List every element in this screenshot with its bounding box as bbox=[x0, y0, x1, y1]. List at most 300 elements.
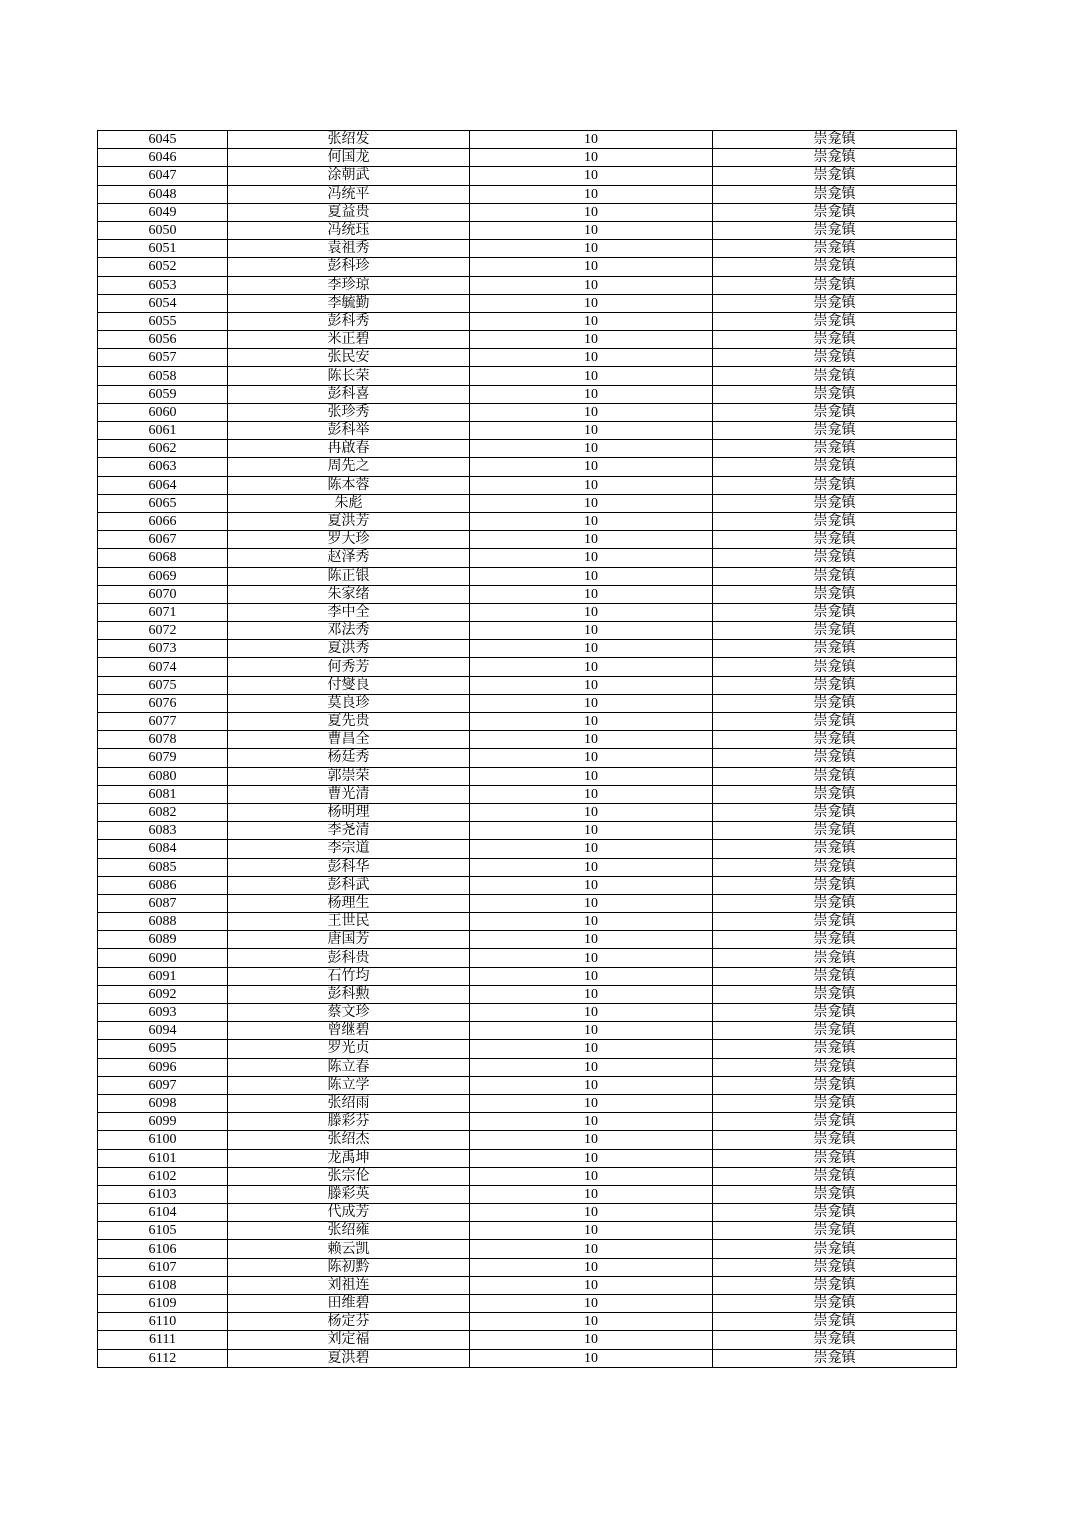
row-number-cell: 6103 bbox=[98, 1185, 228, 1203]
amount-cell: 10 bbox=[470, 1349, 713, 1367]
name-cell: 刘定福 bbox=[228, 1331, 470, 1349]
name-cell: 彭科珍 bbox=[228, 258, 470, 276]
town-cell: 崇龛镇 bbox=[713, 1149, 957, 1167]
amount-cell: 10 bbox=[470, 403, 713, 421]
name-cell: 陈长荣 bbox=[228, 367, 470, 385]
town-cell: 崇龛镇 bbox=[713, 1058, 957, 1076]
name-cell: 冉啟春 bbox=[228, 440, 470, 458]
row-number-cell: 6099 bbox=[98, 1113, 228, 1131]
amount-cell: 10 bbox=[470, 913, 713, 931]
row-number-cell: 6060 bbox=[98, 403, 228, 421]
amount-cell: 10 bbox=[470, 1222, 713, 1240]
row-number-cell: 6100 bbox=[98, 1131, 228, 1149]
name-cell: 夏益贵 bbox=[228, 203, 470, 221]
row-number-cell: 6048 bbox=[98, 185, 228, 203]
amount-cell: 10 bbox=[470, 221, 713, 239]
town-cell: 崇龛镇 bbox=[713, 1204, 957, 1222]
table-row bbox=[98, 458, 957, 476]
town-cell: 崇龛镇 bbox=[713, 803, 957, 821]
table-row bbox=[98, 1094, 957, 1112]
town-cell: 崇龛镇 bbox=[713, 676, 957, 694]
table-row bbox=[98, 312, 957, 330]
table-row bbox=[98, 1240, 957, 1258]
row-number-cell: 6076 bbox=[98, 694, 228, 712]
name-cell: 彭科喜 bbox=[228, 385, 470, 403]
amount-cell: 10 bbox=[470, 549, 713, 567]
amount-cell: 10 bbox=[470, 512, 713, 530]
name-cell: 陈初黔 bbox=[228, 1258, 470, 1276]
row-number-cell: 6101 bbox=[98, 1149, 228, 1167]
table-row bbox=[98, 658, 957, 676]
row-number-cell: 6075 bbox=[98, 676, 228, 694]
town-cell: 崇龛镇 bbox=[713, 240, 957, 258]
amount-cell: 10 bbox=[470, 731, 713, 749]
table-row bbox=[98, 949, 957, 967]
town-cell: 崇龛镇 bbox=[713, 167, 957, 185]
town-cell: 崇龛镇 bbox=[713, 1113, 957, 1131]
table-row bbox=[98, 531, 957, 549]
town-cell: 崇龛镇 bbox=[713, 894, 957, 912]
name-cell: 代成芳 bbox=[228, 1204, 470, 1222]
table-row bbox=[98, 985, 957, 1003]
name-cell: 涂朝武 bbox=[228, 167, 470, 185]
data-table bbox=[97, 130, 957, 1368]
town-cell: 崇龛镇 bbox=[713, 1295, 957, 1313]
name-cell: 滕彩芬 bbox=[228, 1113, 470, 1131]
town-cell: 崇龛镇 bbox=[713, 403, 957, 421]
row-number-cell: 6053 bbox=[98, 276, 228, 294]
name-cell: 滕彩英 bbox=[228, 1185, 470, 1203]
town-cell: 崇龛镇 bbox=[713, 658, 957, 676]
town-cell: 崇龛镇 bbox=[713, 694, 957, 712]
row-number-cell: 6086 bbox=[98, 876, 228, 894]
row-number-cell: 6095 bbox=[98, 1040, 228, 1058]
table-row bbox=[98, 894, 957, 912]
table-row bbox=[98, 294, 957, 312]
row-number-cell: 6049 bbox=[98, 203, 228, 221]
name-cell: 夏洪碧 bbox=[228, 1349, 470, 1367]
name-cell: 曾继碧 bbox=[228, 1022, 470, 1040]
town-cell: 崇龛镇 bbox=[713, 1040, 957, 1058]
row-number-cell: 6080 bbox=[98, 767, 228, 785]
table-row bbox=[98, 512, 957, 530]
table-row bbox=[98, 131, 957, 149]
name-cell: 曹光清 bbox=[228, 785, 470, 803]
town-cell: 崇龛镇 bbox=[713, 1331, 957, 1349]
amount-cell: 10 bbox=[470, 767, 713, 785]
table-row bbox=[98, 1131, 957, 1149]
town-cell: 崇龛镇 bbox=[713, 1240, 957, 1258]
table-row bbox=[98, 585, 957, 603]
town-cell: 崇龛镇 bbox=[713, 1167, 957, 1185]
name-cell: 张绍发 bbox=[228, 131, 470, 149]
town-cell: 崇龛镇 bbox=[713, 822, 957, 840]
amount-cell: 10 bbox=[470, 149, 713, 167]
amount-cell: 10 bbox=[470, 1276, 713, 1294]
row-number-cell: 6052 bbox=[98, 258, 228, 276]
table-row bbox=[98, 276, 957, 294]
row-number-cell: 6098 bbox=[98, 1094, 228, 1112]
row-number-cell: 6108 bbox=[98, 1276, 228, 1294]
row-number-cell: 6051 bbox=[98, 240, 228, 258]
name-cell: 张民安 bbox=[228, 349, 470, 367]
town-cell: 崇龛镇 bbox=[713, 1185, 957, 1203]
amount-cell: 10 bbox=[470, 985, 713, 1003]
amount-cell: 10 bbox=[470, 422, 713, 440]
amount-cell: 10 bbox=[470, 858, 713, 876]
name-cell: 龙禹坤 bbox=[228, 1149, 470, 1167]
town-cell: 崇龛镇 bbox=[713, 840, 957, 858]
row-number-cell: 6077 bbox=[98, 713, 228, 731]
name-cell: 石竹均 bbox=[228, 967, 470, 985]
table-row bbox=[98, 694, 957, 712]
town-cell: 崇龛镇 bbox=[713, 1222, 957, 1240]
row-number-cell: 6081 bbox=[98, 785, 228, 803]
name-cell: 彭科华 bbox=[228, 858, 470, 876]
name-cell: 李中全 bbox=[228, 603, 470, 621]
amount-cell: 10 bbox=[470, 694, 713, 712]
amount-cell: 10 bbox=[470, 1094, 713, 1112]
town-cell: 崇龛镇 bbox=[713, 258, 957, 276]
town-cell: 崇龛镇 bbox=[713, 476, 957, 494]
row-number-cell: 6083 bbox=[98, 822, 228, 840]
table-row bbox=[98, 603, 957, 621]
amount-cell: 10 bbox=[470, 531, 713, 549]
row-number-cell: 6093 bbox=[98, 1004, 228, 1022]
amount-cell: 10 bbox=[470, 167, 713, 185]
table-row bbox=[98, 1040, 957, 1058]
name-cell: 蔡文珍 bbox=[228, 1004, 470, 1022]
row-number-cell: 6106 bbox=[98, 1240, 228, 1258]
name-cell: 李宗道 bbox=[228, 840, 470, 858]
name-cell: 曹昌全 bbox=[228, 731, 470, 749]
row-number-cell: 6111 bbox=[98, 1331, 228, 1349]
name-cell: 冯统珏 bbox=[228, 221, 470, 239]
name-cell: 田维碧 bbox=[228, 1295, 470, 1313]
town-cell: 崇龛镇 bbox=[713, 931, 957, 949]
name-cell: 袁祖秀 bbox=[228, 240, 470, 258]
amount-cell: 10 bbox=[470, 585, 713, 603]
town-cell: 崇龛镇 bbox=[713, 1094, 957, 1112]
name-cell: 朱家绪 bbox=[228, 585, 470, 603]
amount-cell: 10 bbox=[470, 1331, 713, 1349]
amount-cell: 10 bbox=[470, 1258, 713, 1276]
table-row bbox=[98, 167, 957, 185]
row-number-cell: 6096 bbox=[98, 1058, 228, 1076]
row-number-cell: 6056 bbox=[98, 331, 228, 349]
table-row bbox=[98, 931, 957, 949]
town-cell: 崇龛镇 bbox=[713, 131, 957, 149]
name-cell: 唐国芳 bbox=[228, 931, 470, 949]
table-row bbox=[98, 149, 957, 167]
row-number-cell: 6045 bbox=[98, 131, 228, 149]
amount-cell: 10 bbox=[470, 567, 713, 585]
amount-cell: 10 bbox=[470, 276, 713, 294]
row-number-cell: 6047 bbox=[98, 167, 228, 185]
name-cell: 米正碧 bbox=[228, 331, 470, 349]
town-cell: 崇龛镇 bbox=[713, 731, 957, 749]
name-cell: 李毓勤 bbox=[228, 294, 470, 312]
name-cell: 陈正银 bbox=[228, 567, 470, 585]
name-cell: 冯统平 bbox=[228, 185, 470, 203]
amount-cell: 10 bbox=[470, 1149, 713, 1167]
amount-cell: 10 bbox=[470, 676, 713, 694]
name-cell: 张珍秀 bbox=[228, 403, 470, 421]
row-number-cell: 6064 bbox=[98, 476, 228, 494]
amount-cell: 10 bbox=[470, 749, 713, 767]
row-number-cell: 6069 bbox=[98, 567, 228, 585]
town-cell: 崇龛镇 bbox=[713, 494, 957, 512]
table-row bbox=[98, 803, 957, 821]
name-cell: 夏洪秀 bbox=[228, 640, 470, 658]
name-cell: 王世民 bbox=[228, 913, 470, 931]
name-cell: 刘祖连 bbox=[228, 1276, 470, 1294]
town-cell: 崇龛镇 bbox=[713, 622, 957, 640]
table-row bbox=[98, 1276, 957, 1294]
name-cell: 张绍杰 bbox=[228, 1131, 470, 1149]
row-number-cell: 6079 bbox=[98, 749, 228, 767]
name-cell: 赖云凯 bbox=[228, 1240, 470, 1258]
town-cell: 崇龛镇 bbox=[713, 985, 957, 1003]
table-row bbox=[98, 1295, 957, 1313]
row-number-cell: 6085 bbox=[98, 858, 228, 876]
table-row bbox=[98, 713, 957, 731]
town-cell: 崇龛镇 bbox=[713, 603, 957, 621]
table-row bbox=[98, 640, 957, 658]
town-cell: 崇龛镇 bbox=[713, 1258, 957, 1276]
amount-cell: 10 bbox=[470, 1131, 713, 1149]
town-cell: 崇龛镇 bbox=[713, 385, 957, 403]
row-number-cell: 6092 bbox=[98, 985, 228, 1003]
town-cell: 崇龛镇 bbox=[713, 149, 957, 167]
row-number-cell: 6107 bbox=[98, 1258, 228, 1276]
town-cell: 崇龛镇 bbox=[713, 512, 957, 530]
name-cell: 郭崇荣 bbox=[228, 767, 470, 785]
name-cell: 夏洪芳 bbox=[228, 512, 470, 530]
row-number-cell: 6094 bbox=[98, 1022, 228, 1040]
row-number-cell: 6046 bbox=[98, 149, 228, 167]
row-number-cell: 6050 bbox=[98, 221, 228, 239]
town-cell: 崇龛镇 bbox=[713, 1349, 957, 1367]
name-cell: 赵泽秀 bbox=[228, 549, 470, 567]
row-number-cell: 6066 bbox=[98, 512, 228, 530]
name-cell: 彭科秀 bbox=[228, 312, 470, 330]
row-number-cell: 6057 bbox=[98, 349, 228, 367]
table-row bbox=[98, 440, 957, 458]
town-cell: 崇龛镇 bbox=[713, 276, 957, 294]
table-body bbox=[98, 131, 957, 1368]
row-number-cell: 6110 bbox=[98, 1313, 228, 1331]
town-cell: 崇龛镇 bbox=[713, 367, 957, 385]
town-cell: 崇龛镇 bbox=[713, 549, 957, 567]
town-cell: 崇龛镇 bbox=[713, 440, 957, 458]
row-number-cell: 6054 bbox=[98, 294, 228, 312]
amount-cell: 10 bbox=[470, 1185, 713, 1203]
table-row bbox=[98, 840, 957, 858]
row-number-cell: 6102 bbox=[98, 1167, 228, 1185]
town-cell: 崇龛镇 bbox=[713, 1076, 957, 1094]
row-number-cell: 6090 bbox=[98, 949, 228, 967]
name-cell: 杨廷秀 bbox=[228, 749, 470, 767]
name-cell: 何秀芳 bbox=[228, 658, 470, 676]
table-row bbox=[98, 1204, 957, 1222]
town-cell: 崇龛镇 bbox=[713, 713, 957, 731]
amount-cell: 10 bbox=[470, 803, 713, 821]
town-cell: 崇龛镇 bbox=[713, 585, 957, 603]
name-cell: 李尧清 bbox=[228, 822, 470, 840]
table-row bbox=[98, 731, 957, 749]
table-row bbox=[98, 422, 957, 440]
town-cell: 崇龛镇 bbox=[713, 1022, 957, 1040]
amount-cell: 10 bbox=[470, 1240, 713, 1258]
table-row bbox=[98, 1076, 957, 1094]
amount-cell: 10 bbox=[470, 822, 713, 840]
town-cell: 崇龛镇 bbox=[713, 567, 957, 585]
table-row bbox=[98, 967, 957, 985]
amount-cell: 10 bbox=[470, 1313, 713, 1331]
table-row bbox=[98, 494, 957, 512]
name-cell: 邓法秀 bbox=[228, 622, 470, 640]
town-cell: 崇龛镇 bbox=[713, 331, 957, 349]
name-cell: 夏先贵 bbox=[228, 713, 470, 731]
town-cell: 崇龛镇 bbox=[713, 1276, 957, 1294]
table-row bbox=[98, 1149, 957, 1167]
amount-cell: 10 bbox=[470, 440, 713, 458]
amount-cell: 10 bbox=[470, 331, 713, 349]
amount-cell: 10 bbox=[470, 876, 713, 894]
amount-cell: 10 bbox=[470, 367, 713, 385]
table-row bbox=[98, 221, 957, 239]
name-cell: 罗光贞 bbox=[228, 1040, 470, 1058]
name-cell: 杨明理 bbox=[228, 803, 470, 821]
town-cell: 崇龛镇 bbox=[713, 640, 957, 658]
row-number-cell: 6068 bbox=[98, 549, 228, 567]
table-row bbox=[98, 258, 957, 276]
name-cell: 莫良珍 bbox=[228, 694, 470, 712]
row-number-cell: 6097 bbox=[98, 1076, 228, 1094]
town-cell: 崇龛镇 bbox=[713, 785, 957, 803]
row-number-cell: 6084 bbox=[98, 840, 228, 858]
table-row bbox=[98, 858, 957, 876]
name-cell: 张宗伦 bbox=[228, 1167, 470, 1185]
table-row bbox=[98, 1331, 957, 1349]
row-number-cell: 6105 bbox=[98, 1222, 228, 1240]
amount-cell: 10 bbox=[470, 458, 713, 476]
table-row bbox=[98, 331, 957, 349]
town-cell: 崇龛镇 bbox=[713, 749, 957, 767]
amount-cell: 10 bbox=[470, 622, 713, 640]
name-cell: 陈立春 bbox=[228, 1058, 470, 1076]
row-number-cell: 6071 bbox=[98, 603, 228, 621]
amount-cell: 10 bbox=[470, 131, 713, 149]
table-row bbox=[98, 203, 957, 221]
table-row bbox=[98, 749, 957, 767]
table-row bbox=[98, 549, 957, 567]
row-number-cell: 6059 bbox=[98, 385, 228, 403]
amount-cell: 10 bbox=[470, 894, 713, 912]
table-row bbox=[98, 1022, 957, 1040]
amount-cell: 10 bbox=[470, 349, 713, 367]
row-number-cell: 6065 bbox=[98, 494, 228, 512]
amount-cell: 10 bbox=[470, 312, 713, 330]
row-number-cell: 6062 bbox=[98, 440, 228, 458]
row-number-cell: 6112 bbox=[98, 1349, 228, 1367]
row-number-cell: 6072 bbox=[98, 622, 228, 640]
town-cell: 崇龛镇 bbox=[713, 1131, 957, 1149]
row-number-cell: 6073 bbox=[98, 640, 228, 658]
amount-cell: 10 bbox=[470, 967, 713, 985]
row-number-cell: 6082 bbox=[98, 803, 228, 821]
table-row bbox=[98, 767, 957, 785]
amount-cell: 10 bbox=[470, 203, 713, 221]
amount-cell: 10 bbox=[470, 494, 713, 512]
amount-cell: 10 bbox=[470, 840, 713, 858]
name-cell: 朱彪 bbox=[228, 494, 470, 512]
amount-cell: 10 bbox=[470, 713, 713, 731]
town-cell: 崇龛镇 bbox=[713, 767, 957, 785]
row-number-cell: 6058 bbox=[98, 367, 228, 385]
town-cell: 崇龛镇 bbox=[713, 1004, 957, 1022]
row-number-cell: 6088 bbox=[98, 913, 228, 931]
row-number-cell: 6078 bbox=[98, 731, 228, 749]
name-cell: 周先之 bbox=[228, 458, 470, 476]
name-cell: 杨理生 bbox=[228, 894, 470, 912]
name-cell: 付燮良 bbox=[228, 676, 470, 694]
name-cell: 张绍雍 bbox=[228, 1222, 470, 1240]
table-row bbox=[98, 567, 957, 585]
name-cell: 陈本蓉 bbox=[228, 476, 470, 494]
table-row bbox=[98, 1058, 957, 1076]
table-row bbox=[98, 385, 957, 403]
amount-cell: 10 bbox=[470, 931, 713, 949]
amount-cell: 10 bbox=[470, 240, 713, 258]
row-number-cell: 6091 bbox=[98, 967, 228, 985]
town-cell: 崇龛镇 bbox=[713, 349, 957, 367]
table-row bbox=[98, 822, 957, 840]
town-cell: 崇龛镇 bbox=[713, 294, 957, 312]
row-number-cell: 6070 bbox=[98, 585, 228, 603]
table-row bbox=[98, 476, 957, 494]
table-row bbox=[98, 1113, 957, 1131]
table-row bbox=[98, 1222, 957, 1240]
amount-cell: 10 bbox=[470, 1167, 713, 1185]
amount-cell: 10 bbox=[470, 1204, 713, 1222]
row-number-cell: 6055 bbox=[98, 312, 228, 330]
row-number-cell: 6061 bbox=[98, 422, 228, 440]
table-row bbox=[98, 367, 957, 385]
name-cell: 彭科举 bbox=[228, 422, 470, 440]
amount-cell: 10 bbox=[470, 1058, 713, 1076]
table-row bbox=[98, 403, 957, 421]
table-row bbox=[98, 1004, 957, 1022]
town-cell: 崇龛镇 bbox=[713, 422, 957, 440]
row-number-cell: 6067 bbox=[98, 531, 228, 549]
name-cell: 陈立学 bbox=[228, 1076, 470, 1094]
table-row bbox=[98, 622, 957, 640]
amount-cell: 10 bbox=[470, 476, 713, 494]
town-cell: 崇龛镇 bbox=[713, 221, 957, 239]
town-cell: 崇龛镇 bbox=[713, 1313, 957, 1331]
table-row bbox=[98, 913, 957, 931]
town-cell: 崇龛镇 bbox=[713, 949, 957, 967]
town-cell: 崇龛镇 bbox=[713, 185, 957, 203]
amount-cell: 10 bbox=[470, 1004, 713, 1022]
name-cell: 彭科武 bbox=[228, 876, 470, 894]
name-cell: 杨定芬 bbox=[228, 1313, 470, 1331]
row-number-cell: 6104 bbox=[98, 1204, 228, 1222]
name-cell: 彭科贵 bbox=[228, 949, 470, 967]
amount-cell: 10 bbox=[470, 640, 713, 658]
